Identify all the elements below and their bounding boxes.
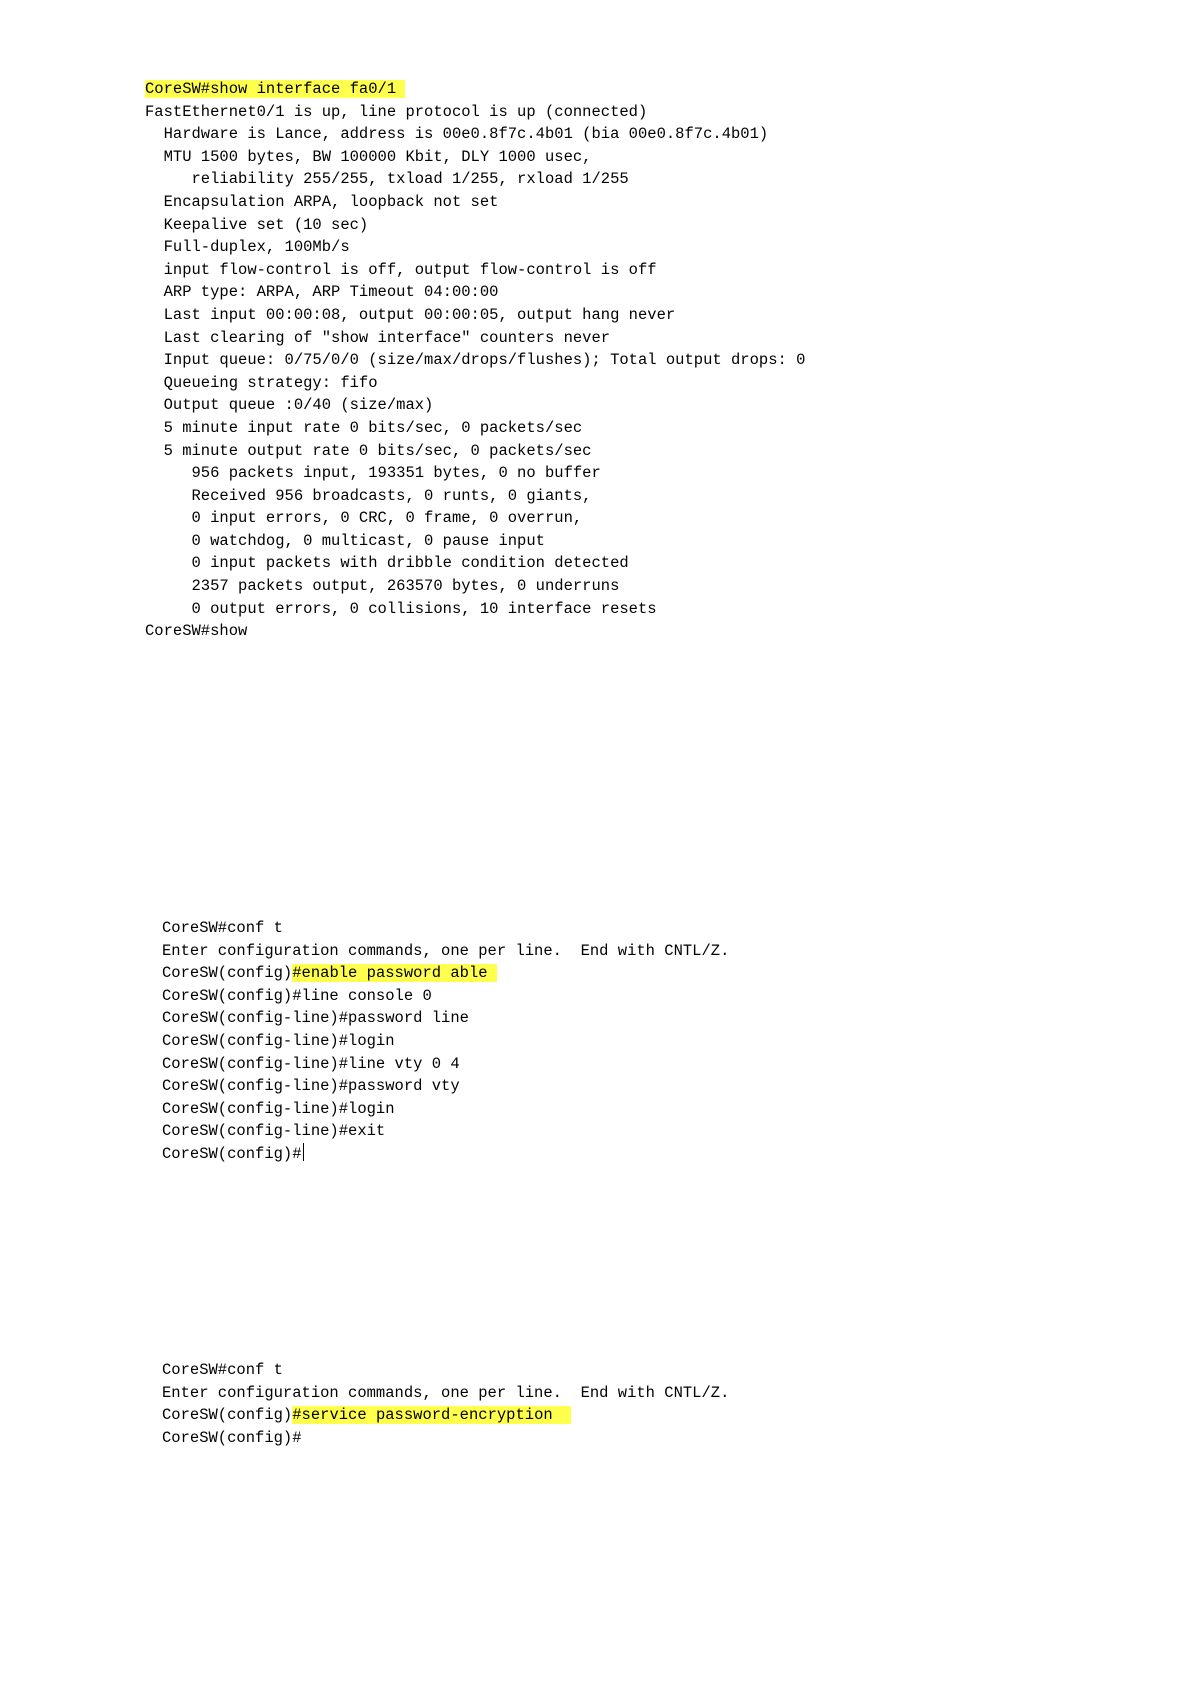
terminal-text: CoreSW(config)	[162, 1406, 293, 1425]
terminal-text: reliability 255/255, txload 1/255, rxload 1/255	[145, 170, 629, 189]
highlighted-command: #service password-encryption	[292, 1406, 572, 1425]
terminal-line	[145, 372, 805, 395]
terminal-line	[162, 985, 729, 1008]
terminal-text: MTU 1500 bytes, BW 100000 Kbit, DLY 1000 usec,	[145, 147, 592, 166]
terminal-text: 0 output errors, 0 collisions, 10 interface resets	[145, 599, 657, 618]
terminal-line	[162, 1382, 729, 1405]
terminal-text: Received 956 broadcasts, 0 runts, 0 giants,	[145, 486, 592, 505]
terminal-line	[145, 281, 805, 304]
terminal-text: Full-duplex, 100Mb/s	[145, 238, 350, 257]
terminal-line	[162, 1427, 729, 1450]
terminal-line	[145, 304, 805, 327]
terminal-text: CoreSW(config)	[162, 964, 293, 983]
terminal-line	[162, 1053, 729, 1076]
terminal-text: Encapsulation ARPA, loopback not set	[145, 192, 499, 211]
terminal-text: CoreSW(config-line)#password vty	[162, 1077, 460, 1096]
terminal-text: input flow-control is off, output flow-control is off	[145, 260, 657, 279]
terminal-line	[145, 214, 805, 237]
terminal-output-show-interface	[145, 78, 805, 643]
terminal-line	[145, 440, 805, 463]
terminal-line	[145, 191, 805, 214]
terminal-line	[145, 507, 805, 530]
terminal-text: 2357 packets output, 263570 bytes, 0 underruns	[145, 577, 620, 596]
terminal-line	[145, 101, 805, 124]
terminal-line	[145, 552, 805, 575]
terminal-text: CoreSW#show	[145, 622, 248, 641]
terminal-text: Input queue: 0/75/0/0 (size/max/drops/flushes); Total output drops: 0	[145, 351, 806, 370]
terminal-text: CoreSW(config-line)#login	[162, 1031, 395, 1050]
terminal-line	[162, 962, 729, 985]
terminal-line	[145, 575, 805, 598]
terminal-text: Last input 00:00:08, output 00:00:05, output hang never	[145, 305, 676, 324]
terminal-line	[145, 146, 805, 169]
terminal-line	[162, 1404, 729, 1427]
terminal-line	[162, 1098, 729, 1121]
terminal-text: 956 packets input, 193351 bytes, 0 no buffer	[145, 464, 601, 483]
terminal-line	[145, 123, 805, 146]
terminal-text: 5 minute input rate 0 bits/sec, 0 packets/sec	[145, 418, 583, 437]
terminal-text: Last clearing of "show interface" counters never	[145, 328, 611, 347]
highlighted-command: CoreSW#show interface fa0/1	[145, 80, 406, 98]
terminal-text: 0 watchdog, 0 multicast, 0 pause input	[145, 531, 545, 550]
terminal-line	[162, 1075, 729, 1098]
terminal-text: Keepalive set (10 sec)	[145, 215, 369, 234]
terminal-line	[162, 1120, 729, 1143]
terminal-text: CoreSW(config-line)#line vty 0 4	[162, 1054, 460, 1073]
terminal-line	[145, 168, 805, 191]
terminal-text: CoreSW#conf t	[162, 1361, 283, 1379]
terminal-line	[162, 940, 729, 963]
terminal-text: Queueing strategy: fifo	[145, 373, 378, 392]
terminal-text: Hardware is Lance, address is 00e0.8f7c.4b01 (bia 00e0.8f7c.4b01)	[145, 125, 769, 144]
terminal-line	[145, 598, 805, 621]
terminal-text: CoreSW#conf t	[162, 919, 283, 937]
terminal-text: CoreSW(config-line)#login	[162, 1099, 395, 1118]
terminal-text: Output queue :0/40 (size/max)	[145, 396, 434, 415]
terminal-line	[145, 349, 805, 372]
terminal-text: 0 input errors, 0 CRC, 0 frame, 0 overrun,	[145, 509, 583, 528]
terminal-text: CoreSW(config)#	[162, 1144, 302, 1163]
terminal-line	[145, 78, 805, 101]
terminal-text: CoreSW(config)#line console 0	[162, 986, 432, 1005]
terminal-line	[162, 1359, 729, 1382]
terminal-line	[145, 462, 805, 485]
terminal-line	[162, 1007, 729, 1030]
terminal-line	[145, 620, 805, 643]
terminal-text: CoreSW(config-line)#password line	[162, 1009, 469, 1028]
terminal-text: ARP type: ARPA, ARP Timeout 04:00:00	[145, 283, 499, 302]
terminal-text: CoreSW(config-line)#exit	[162, 1122, 386, 1141]
terminal-line	[162, 1143, 729, 1166]
terminal-line	[145, 259, 805, 282]
terminal-output-service-encryption	[162, 1359, 729, 1449]
terminal-text: Enter configuration commands, one per line. End with CNTL/Z.	[162, 941, 730, 960]
terminal-line	[162, 917, 729, 940]
terminal-output-conf-passwords	[162, 917, 729, 1166]
terminal-text: 0 input packets with dribble condition detected	[145, 554, 629, 573]
terminal-line	[145, 327, 805, 350]
terminal-text: Enter configuration commands, one per line. End with CNTL/Z.	[162, 1383, 730, 1402]
terminal-line	[162, 1030, 729, 1053]
highlighted-command: #enable password able	[292, 964, 497, 983]
terminal-text: FastEthernet0/1 is up, line protocol is up (connected)	[145, 102, 648, 121]
terminal-text: 5 minute output rate 0 bits/sec, 0 packets/sec	[145, 441, 592, 460]
terminal-line	[145, 236, 805, 259]
text-cursor	[303, 1143, 304, 1161]
terminal-line	[145, 417, 805, 440]
terminal-line	[145, 530, 805, 553]
terminal-text: CoreSW(config)#	[162, 1428, 302, 1447]
terminal-line	[145, 485, 805, 508]
terminal-line	[145, 394, 805, 417]
